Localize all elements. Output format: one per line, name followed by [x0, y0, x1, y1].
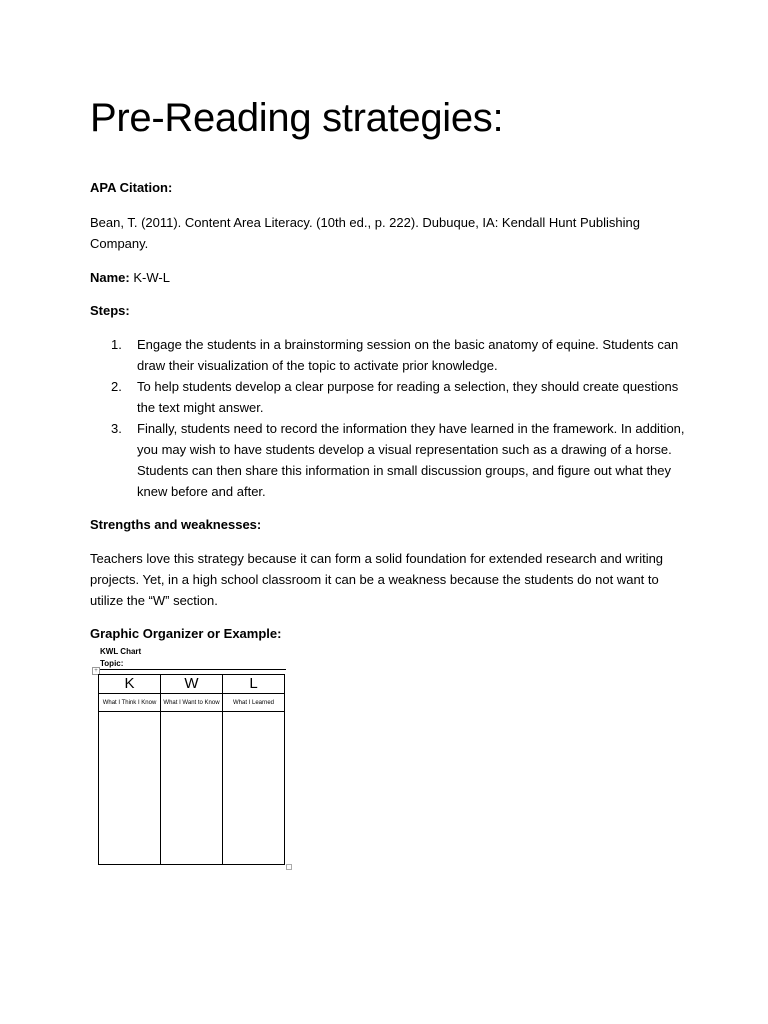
document-page [90, 92, 690, 644]
table-move-handle-icon[interactable]: + [92, 667, 100, 675]
graphic-organizer-label: Graphic Organizer or Example: [90, 626, 282, 641]
kwl-column-caption: What I Want to Know [161, 694, 222, 712]
kwl-chart-image [92, 647, 292, 869]
kwl-column-caption: What I Learned [223, 694, 284, 712]
step-item [90, 334, 690, 376]
name-label: Name: [90, 270, 130, 285]
kwl-column-caption: What I Think I Know [99, 694, 160, 712]
step-number: 1. [111, 337, 122, 352]
steps-label: Steps: [90, 303, 130, 318]
strengths-label: Strengths and weaknesses: [90, 517, 262, 532]
apa-citation-label: APA Citation: [90, 180, 173, 195]
kwl-column-letter: W [161, 675, 222, 694]
table-resize-handle[interactable] [286, 864, 292, 870]
step-item [90, 418, 690, 502]
kwl-topic-line [100, 659, 286, 670]
name-value: K-W-L [129, 270, 170, 285]
strengths-text: Teachers love this strategy because it can form a solid foundation for extended research and writing projects. Yet, in a high school classroom it can be a weakness because the students do not want to utilize the “W” section. [90, 551, 664, 608]
step-text: To help students develop a clear purpose for reading a selection, they should create questions the text might answer. [137, 379, 679, 415]
kwl-column-k [99, 675, 161, 864]
step-text: Engage the students in a brainstorming session on the basic anatomy of equine. Students can draw their visualization of the topic to activate prior knowledge. [137, 337, 679, 373]
step-number: 3. [111, 421, 122, 436]
kwl-column-letter: K [99, 675, 160, 694]
kwl-column-w [161, 675, 223, 864]
kwl-column-body [99, 712, 160, 864]
name-line [90, 267, 690, 288]
kwl-topic-label: Topic: [100, 659, 124, 668]
kwl-column-letter: L [223, 675, 284, 694]
kwl-column-body [223, 712, 284, 864]
kwl-chart-title: KWL Chart [100, 647, 142, 656]
kwl-table [98, 674, 285, 865]
step-text: Finally, students need to record the information they have learned in the framework. In addition, you may wish to have students develop a visual representation such as a drawing of a horse. Students can then share this information in small discussion groups, and figure out what they knew before and after. [137, 421, 685, 499]
kwl-column-l [223, 675, 284, 864]
step-item [90, 376, 690, 418]
citation-text: Bean, T. (2011). Content Area Literacy. (10th ed., p. 222). Dubuque, IA: Kendall Hunt Publishing Company. [90, 215, 640, 251]
kwl-column-body [161, 712, 222, 864]
page-title: Pre-Reading strategies: [90, 96, 504, 140]
steps-list [90, 334, 690, 502]
step-number: 2. [111, 379, 122, 394]
